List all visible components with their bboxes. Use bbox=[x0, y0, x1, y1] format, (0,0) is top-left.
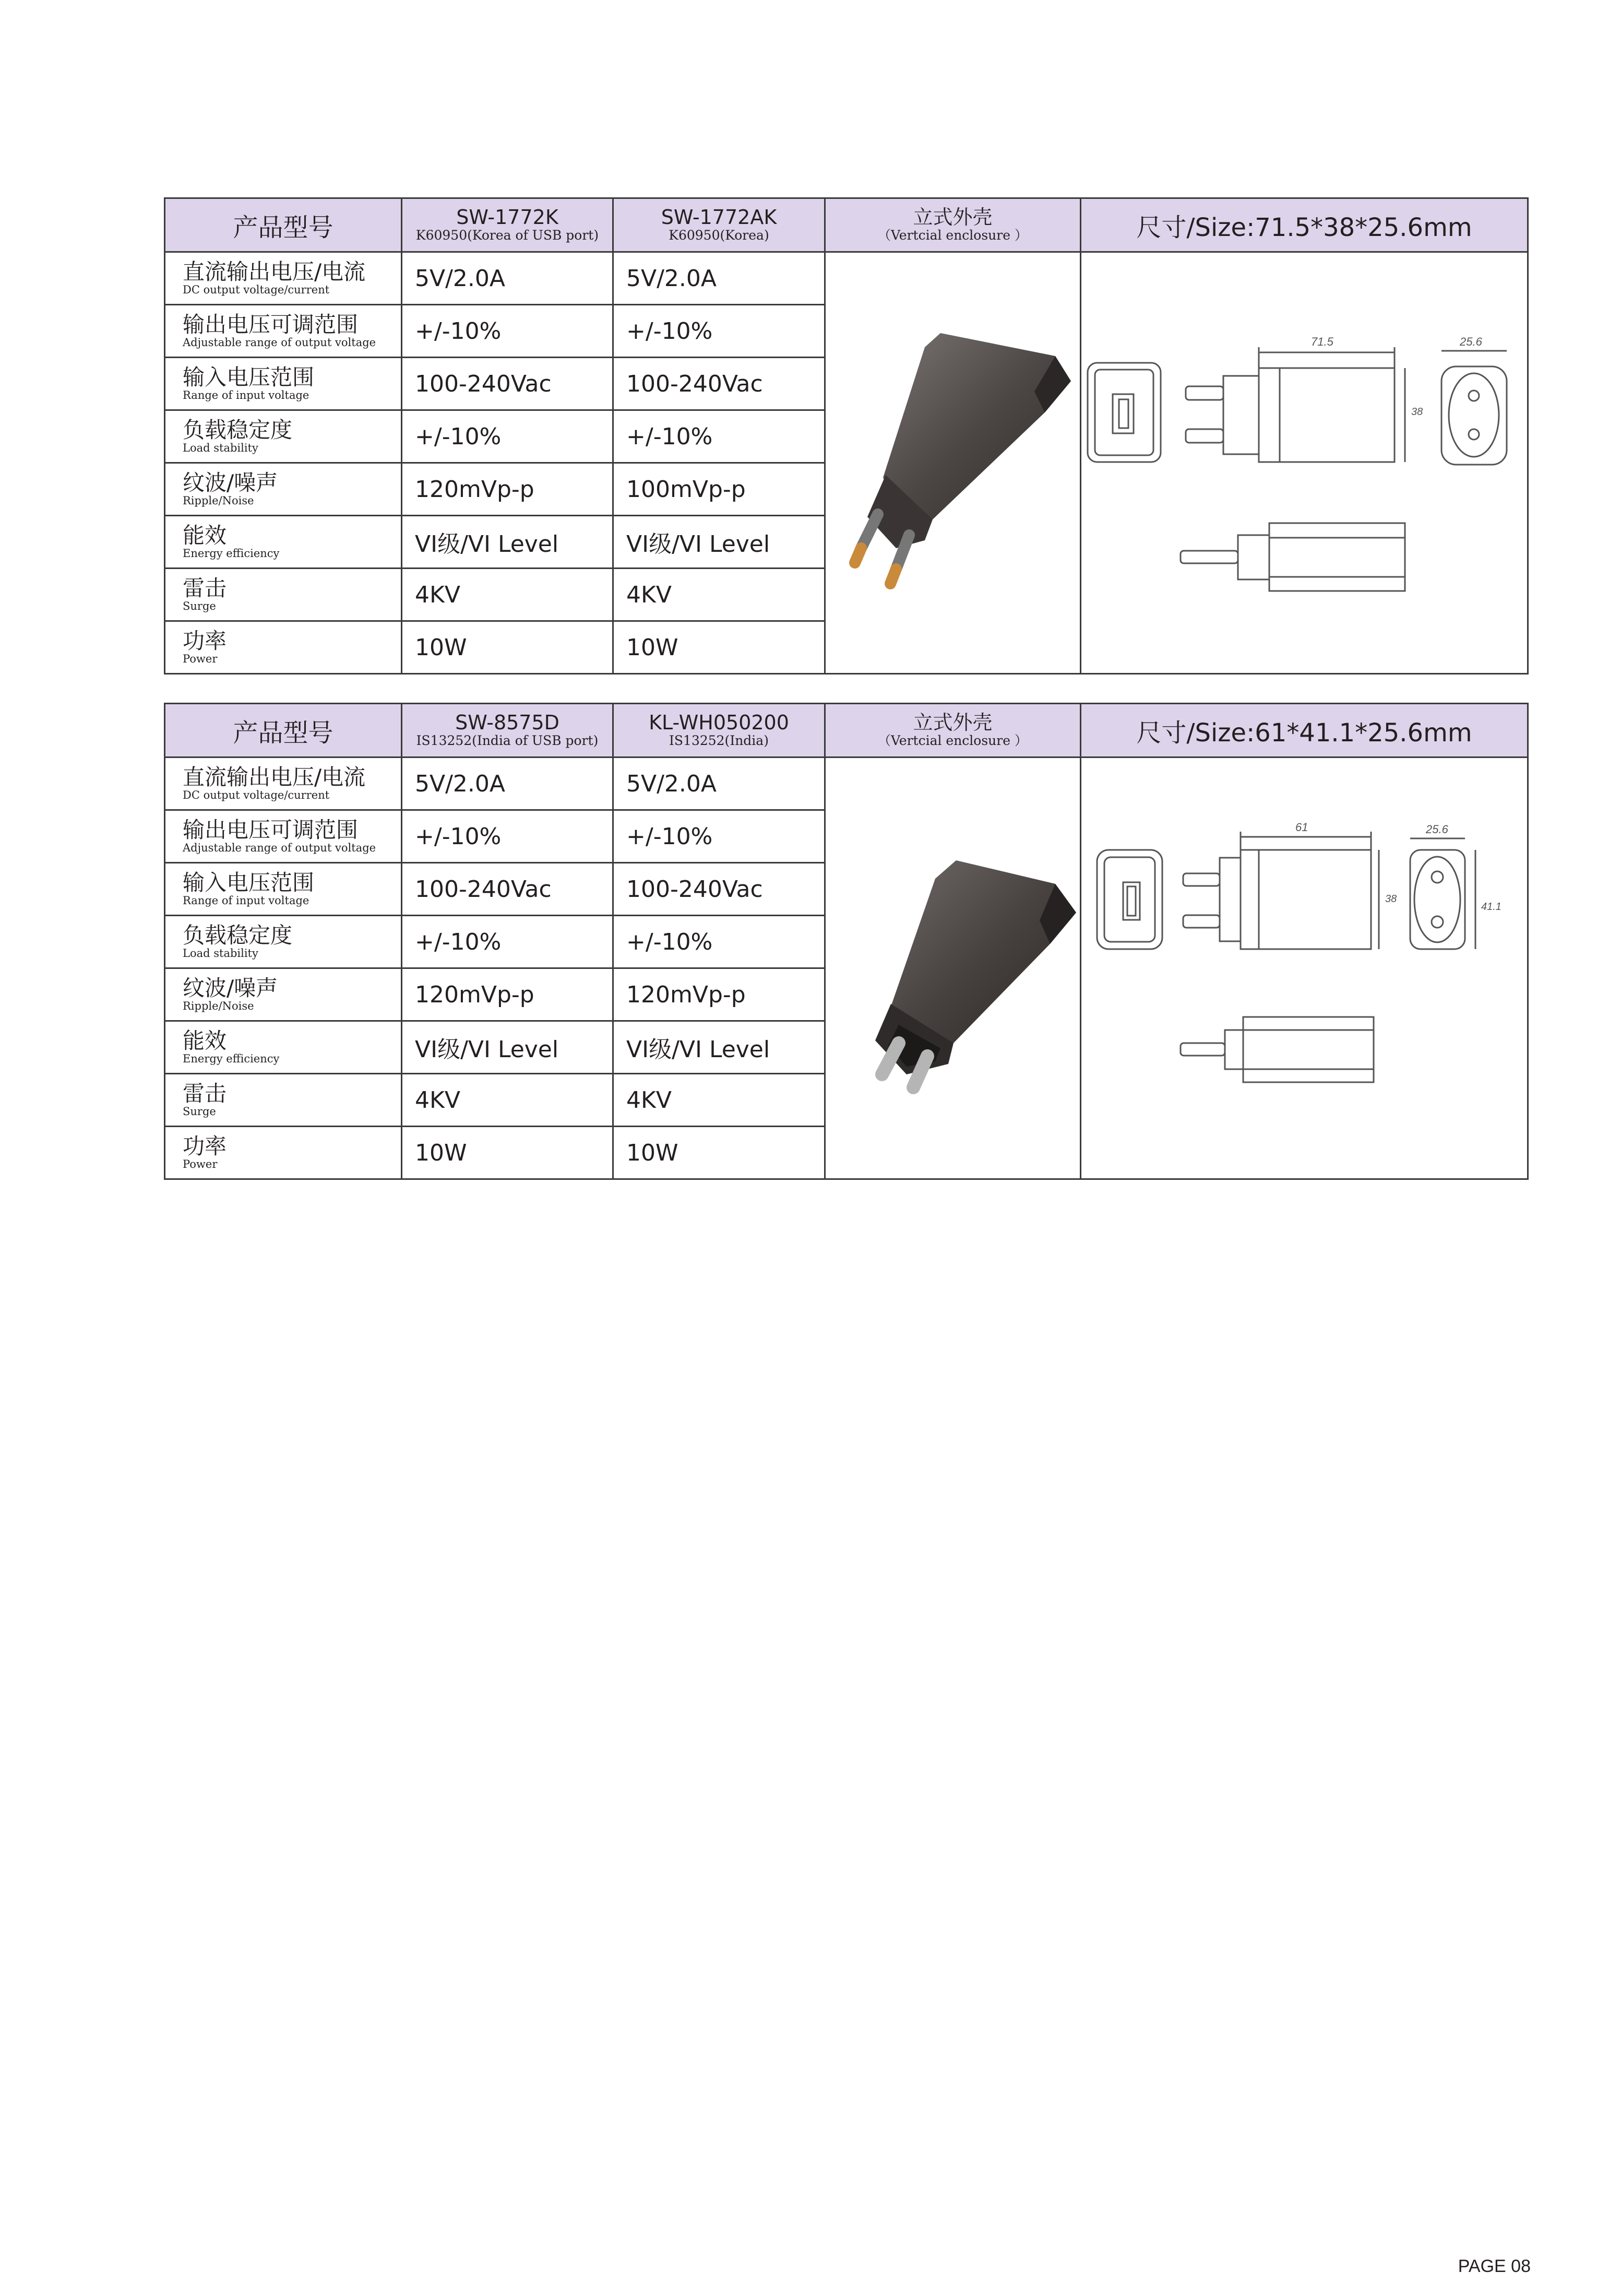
row-label-en: Power bbox=[183, 652, 218, 665]
model-1-header bbox=[402, 704, 613, 758]
spec-value: 5V/2.0A bbox=[402, 758, 613, 810]
spec-value: +/-10% bbox=[613, 410, 825, 463]
spec-value: 100-240Vac bbox=[402, 863, 613, 916]
spec-value: 120mVp-p bbox=[402, 463, 613, 516]
spec-value: 100-240Vac bbox=[613, 863, 825, 916]
dimension-drawing-cell bbox=[1081, 252, 1528, 674]
row-label-en: DC output voltage/current bbox=[183, 283, 330, 296]
charger-body bbox=[891, 860, 1076, 1043]
spec-value: 10W bbox=[613, 621, 825, 674]
row-label-en: Range of input voltage bbox=[183, 388, 309, 401]
row-label-cn: 雷击 bbox=[183, 575, 227, 601]
front-view-body bbox=[1241, 850, 1371, 949]
row-label-cn: 直流输出电压/电流 bbox=[183, 259, 366, 285]
row-label bbox=[165, 1074, 402, 1127]
model-name: KL-WH050200 bbox=[649, 711, 789, 735]
enclosure-en: （Vertcial enclosure ） bbox=[878, 228, 1028, 243]
plug-face-view bbox=[1441, 366, 1507, 465]
row-label-en: Energy efficiency bbox=[183, 1052, 280, 1065]
enclosure-en: （Vertcial enclosure ） bbox=[878, 733, 1028, 749]
spec-value: 5V/2.0A bbox=[613, 758, 825, 810]
model-name: SW-1772K bbox=[456, 206, 558, 229]
row-label-cn: 能效 bbox=[183, 1028, 227, 1054]
model-2-header bbox=[613, 198, 825, 252]
header-product-model bbox=[165, 704, 402, 758]
dim-length: 71.5 bbox=[1311, 335, 1333, 348]
row-label-en: Energy efficiency bbox=[183, 547, 280, 560]
spec-value: 10W bbox=[402, 1127, 613, 1179]
row-label bbox=[165, 463, 402, 516]
spec-value: 100-240Vac bbox=[402, 358, 613, 410]
model-standard: IS13252(India of USB port) bbox=[416, 733, 599, 749]
spec-value: VI级/VI Level bbox=[613, 1021, 825, 1074]
row-label bbox=[165, 1021, 402, 1074]
size-label: 尺寸/Size:71.5*38*25.6mm bbox=[1136, 212, 1472, 242]
spec-value: 4KV bbox=[402, 569, 613, 621]
enclosure-cn: 立式外壳 bbox=[913, 711, 993, 735]
dim-width: 25.6 bbox=[1460, 335, 1482, 348]
row-label bbox=[165, 863, 402, 916]
page-number: PAGE 08 bbox=[1458, 2256, 1531, 2276]
model-name: SW-8575D bbox=[455, 711, 559, 735]
row-label bbox=[165, 916, 402, 968]
size-label: 尺寸/Size:61*41.1*25.6mm bbox=[1136, 718, 1472, 748]
row-label-en: Ripple/Noise bbox=[183, 999, 254, 1012]
spec-value: +/-10% bbox=[613, 305, 825, 358]
dim-width: 25.6 bbox=[1426, 822, 1448, 836]
row-label-en: DC output voltage/current bbox=[183, 788, 330, 801]
row-label bbox=[165, 621, 402, 674]
spec-value: 10W bbox=[402, 621, 613, 674]
dim-height: 38 bbox=[1385, 893, 1397, 905]
charger-photo-1 bbox=[826, 256, 1078, 670]
charger-photo-2 bbox=[826, 761, 1078, 1176]
dimension-drawing-2 bbox=[1081, 761, 1526, 1176]
product-model-label: 产品型号 bbox=[233, 718, 333, 748]
spec-table-1 bbox=[164, 197, 1529, 674]
row-label-cn: 输入电压范围 bbox=[183, 364, 315, 390]
row-label-en: Load stability bbox=[183, 441, 258, 454]
spec-value: +/-10% bbox=[613, 916, 825, 968]
row-label-en: Ripple/Noise bbox=[183, 494, 254, 507]
spec-value: 4KV bbox=[613, 1074, 825, 1127]
spec-value: +/-10% bbox=[402, 810, 613, 863]
dimension-drawing-cell bbox=[1081, 758, 1528, 1179]
model-standard: K60950(Korea) bbox=[669, 228, 769, 243]
spec-value: 5V/2.0A bbox=[613, 252, 825, 305]
spec-value: +/-10% bbox=[613, 810, 825, 863]
row-label-en: Load stability bbox=[183, 946, 258, 960]
model-standard: K60950(Korea of USB port) bbox=[415, 228, 599, 243]
top-view-body bbox=[1269, 523, 1405, 591]
row-label bbox=[165, 968, 402, 1021]
spec-value: 5V/2.0A bbox=[402, 252, 613, 305]
row-label-cn: 能效 bbox=[183, 523, 227, 549]
row-label-cn: 输出电压可调范围 bbox=[183, 312, 359, 338]
row-label bbox=[165, 569, 402, 621]
row-label-cn: 输入电压范围 bbox=[183, 870, 315, 896]
usb-side-view bbox=[1088, 363, 1161, 462]
dim-depth: 41.1 bbox=[1481, 901, 1501, 913]
spec-value: +/-10% bbox=[402, 305, 613, 358]
spec-value: 120mVp-p bbox=[402, 968, 613, 1021]
header-product-model bbox=[165, 198, 402, 252]
dim-length: 61 bbox=[1295, 820, 1308, 834]
spec-value: 100-240Vac bbox=[613, 358, 825, 410]
row-label bbox=[165, 305, 402, 358]
model-standard: IS13252(India) bbox=[669, 733, 769, 749]
spec-value: 100mVp-p bbox=[613, 463, 825, 516]
row-label-cn: 直流输出电压/电流 bbox=[183, 764, 366, 790]
spec-value: 10W bbox=[613, 1127, 825, 1179]
size-header bbox=[1081, 704, 1528, 758]
row-label-cn: 纹波/噪声 bbox=[183, 470, 278, 496]
product-photo-cell bbox=[825, 758, 1081, 1179]
row-label-en: Power bbox=[183, 1157, 218, 1170]
spec-value: VI级/VI Level bbox=[402, 1021, 613, 1074]
row-label-cn: 负载稳定度 bbox=[183, 417, 293, 443]
product-photo-cell bbox=[825, 252, 1081, 674]
enclosure-cn: 立式外壳 bbox=[913, 206, 993, 229]
charger-body bbox=[883, 333, 1071, 519]
row-label bbox=[165, 516, 402, 569]
enclosure-header bbox=[825, 198, 1081, 252]
plug-face-view bbox=[1410, 850, 1465, 949]
row-label bbox=[165, 358, 402, 410]
dimension-drawing-1 bbox=[1081, 256, 1526, 670]
product-model-label: 产品型号 bbox=[233, 212, 333, 242]
row-label bbox=[165, 1127, 402, 1179]
model-name: SW-1772AK bbox=[661, 206, 777, 229]
spec-value: VI级/VI Level bbox=[613, 516, 825, 569]
enclosure-header bbox=[825, 704, 1081, 758]
model-1-header bbox=[402, 198, 613, 252]
top-view-body bbox=[1243, 1017, 1374, 1082]
usb-side-view bbox=[1097, 850, 1162, 949]
spec-value: +/-10% bbox=[402, 410, 613, 463]
row-label-en: Range of input voltage bbox=[183, 894, 309, 907]
row-label-en: Adjustable range of output voltage bbox=[183, 841, 376, 854]
row-label bbox=[165, 810, 402, 863]
row-label-en: Surge bbox=[183, 599, 216, 612]
row-label-en: Adjustable range of output voltage bbox=[183, 336, 376, 349]
spec-value: VI级/VI Level bbox=[402, 516, 613, 569]
spec-value: 4KV bbox=[613, 569, 825, 621]
row-label-cn: 功率 bbox=[183, 628, 227, 654]
dim-height: 38 bbox=[1411, 406, 1423, 418]
row-label bbox=[165, 410, 402, 463]
spec-value: 120mVp-p bbox=[613, 968, 825, 1021]
row-label-cn: 雷击 bbox=[183, 1081, 227, 1107]
row-label bbox=[165, 758, 402, 810]
row-label-cn: 功率 bbox=[183, 1133, 227, 1159]
row-label-cn: 输出电压可调范围 bbox=[183, 817, 359, 843]
row-label-cn: 纹波/噪声 bbox=[183, 975, 278, 1001]
row-label-en: Surge bbox=[183, 1105, 216, 1118]
model-2-header bbox=[613, 704, 825, 758]
spec-table-2 bbox=[164, 703, 1529, 1180]
row-label-cn: 负载稳定度 bbox=[183, 922, 293, 949]
spec-value: 4KV bbox=[402, 1074, 613, 1127]
size-header bbox=[1081, 198, 1528, 252]
row-label bbox=[165, 252, 402, 305]
spec-value: +/-10% bbox=[402, 916, 613, 968]
